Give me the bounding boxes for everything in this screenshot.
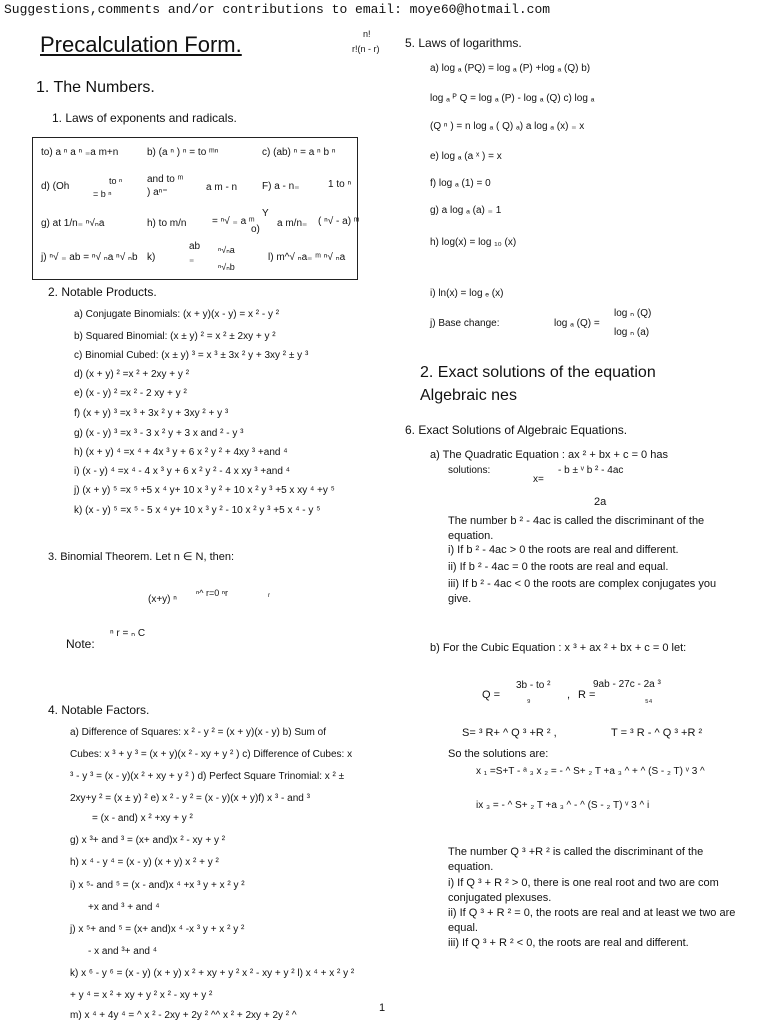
product-h: h) (x + y) ⁴ =x ⁴ + 4x ³ y + 6 x ² y ² + 4xy ³ +and ⁴: [74, 447, 288, 458]
title-formula-top: n!: [363, 29, 371, 39]
quadratic-x: x=: [533, 474, 544, 485]
quadratic-case-1: i) If b ² - 4ac > 0 the roots are real and different.: [448, 544, 679, 556]
log-law-line-3: (Q ⁿ ) = n log ₐ ( Q) ₐ) a log ₐ (x) ₌ x: [430, 121, 585, 132]
note-formula: ⁿ r = ₙ C: [110, 628, 146, 639]
exp-law-e-den: ) aⁿ⁼: [147, 187, 168, 198]
exp-law-e-num: and to ᵐ: [147, 174, 184, 185]
exp-law-c: c) (ab) ⁿ = a ⁿ b ⁿ: [262, 147, 336, 158]
factor-g: g) x ³+ and ³ = (x+ and)x ² - xy + y ²: [70, 835, 226, 846]
factors-line-2: Cubes: x ³ + y ³ = (x + y)(x ² - xy + y ² ) c) Difference of Cubes: x: [70, 749, 353, 760]
product-g: g) (x - y) ³ =x ³ - 3 x ² y + 3 x and ² - y ³: [74, 428, 244, 439]
factor-j-continuation: - x and ³+ and ⁴: [88, 946, 158, 957]
binomial-power: ʳ: [268, 591, 271, 601]
cubic-r-denominator: ₅₄: [645, 694, 653, 704]
exp-law-k: k): [147, 252, 156, 263]
product-b: b) Squared Binomial: (x ± y) ² = x ² ± 2xy + y ²: [74, 331, 276, 342]
exp-law-b: b) (a ⁿ ) ⁿ = to ᵐⁿ: [147, 147, 219, 158]
subsection-4-heading: 4. Notable Factors.: [48, 703, 150, 717]
base-change-numerator: log ₙ (Q): [614, 308, 652, 319]
subsection-3-heading: 3. Binomial Theorem. Let n ∈ N, then:: [48, 551, 235, 563]
cubic-q-numerator: 3b - to ²: [516, 680, 551, 691]
product-c: c) Binomial Cubed: (x ± y) ³ = x ³ ± 3x ² y + 3xy ² ± y ³: [74, 350, 309, 361]
subsection-2-heading: 2. Notable Products.: [48, 285, 157, 299]
log-law-f: f) log ₐ (1) = 0: [430, 178, 491, 189]
exp-law-f-rhs: 1 to ⁿ: [328, 179, 352, 190]
exp-law-d-num: to ⁿ: [109, 176, 123, 186]
exp-law-h-close: o): [251, 224, 260, 235]
exp-law-h: h) to m/n: [147, 218, 187, 229]
section-2-heading-line-1: 2. Exact solutions of the equation: [420, 364, 656, 381]
section-1-heading: 1. The Numbers.: [36, 79, 155, 96]
cubic-comma: ,: [567, 689, 571, 701]
factor-j: j) x ⁵+ and ⁵ = (x+ and)x ⁴ -x ³ y + x ² y ²: [70, 924, 245, 935]
binomial-lhs: (x+y) ⁿ: [148, 594, 177, 605]
cubic-q-denominator: ₉: [527, 694, 531, 704]
cubic-case-3: iii) If Q ³ + R ² < 0, the roots are real and different.: [448, 937, 689, 949]
cubic-t: T = ³ R - ^ Q ³ +R ²: [611, 727, 703, 739]
cubic-s: S= ³ R+ ^ Q ³ +R ² ,: [462, 727, 557, 739]
subsection-6-heading: 6. Exact Solutions of Algebraic Equations.: [405, 423, 628, 437]
factors-line-4: 2xy+y ² = (x ± y) ² e) x ² - y ² = (x - y)(x + y)f) x ³ - and ³: [70, 793, 310, 804]
product-d: d) (x + y) ² =x ² + 2xy + y ²: [74, 369, 190, 380]
exp-law-k-rhs-den: ⁿ√ₙb: [218, 262, 235, 272]
page-title: Precalculation Form.: [40, 32, 242, 57]
log-law-e: e) log ₐ (a ˣ ) = x: [430, 151, 502, 162]
exp-law-d-den: = b ⁿ: [93, 189, 112, 199]
product-f: f) (x + y) ³ =x ³ + 3x ² y + 3xy ² + y ³: [74, 408, 229, 419]
title-formula-bottom: r!(n - r): [352, 44, 380, 54]
page-number: 1: [379, 1002, 386, 1014]
quadratic-numerator: - b ± ᵛ b ² - 4ac: [558, 465, 624, 476]
factor-m: m) x ⁴ + 4y ⁴ = ^ x ² - 2xy + 2y ² ^^ x ² + 2xy + 2y ² ^: [70, 1010, 297, 1021]
quadratic-discriminant-text: The number b ² - 4ac is called the discriminant of the equation.: [448, 515, 705, 542]
header-contact-line: Suggestions,comments and/or contributions to email: moye60@hotmail.com: [4, 2, 551, 17]
exp-law-k-bar: ₌: [189, 254, 195, 265]
quadratic-intro: a) The Quadratic Equation : ax ² + bx + c = 0 has: [430, 449, 668, 461]
log-law-g: g) a log ₐ (a) ₌ 1: [430, 205, 502, 216]
section-2-heading-line-2: Algebraic nes: [420, 387, 517, 404]
cubic-x1-x2: x ₁ =S+T - ᵃ ₃ x ₂ = - ^ S+ ₂ T +a ₃ ^ + ^ (S - ₂ T) ᵛ 3 ^: [476, 766, 705, 777]
cubic-intro: b) For the Cubic Equation : x ³ + ax ² + bx + c = 0 let:: [430, 642, 687, 654]
cubic-q-label: Q =: [482, 689, 501, 701]
base-change-label: j) Base change:: [430, 318, 500, 329]
product-i: i) (x - y) ⁴ =x ⁴ - 4 x ³ y + 6 x ² y ² - 4 x xy ³ +and ⁴: [74, 466, 290, 477]
exp-law-e-rhs: a m - n: [206, 182, 238, 193]
exp-law-h-mark: Y: [262, 208, 269, 219]
exp-law-f: F) a - n₌: [262, 181, 300, 192]
note-label: Note:: [66, 637, 95, 651]
log-law-i: i) ln(x) = log ₑ (x): [430, 288, 504, 299]
factor-k-continuation: + y ⁴ = x ² + xy + y ² x ² - xy + y ²: [70, 990, 213, 1001]
exp-law-h-rhs: = ⁿ√ ₌ a ᵐ: [212, 216, 255, 227]
product-a: a) Conjugate Binomials: (x + y)(x - y) = x ² - y ²: [74, 309, 280, 320]
product-k: k) (x - y) ⁵ =x ⁵ - 5 x ⁴ y+ 10 x ³ y ² - 10 x ² y ³ +5 x ⁴ - y ⁵: [74, 505, 321, 516]
log-law-h: h) log(x) = log ₁₀ (x): [430, 237, 517, 248]
cubic-r-numerator: 9ab - 27c - 2a ³: [593, 679, 661, 690]
factor-i: i) x ⁵- and ⁵ = (x - and)x ⁴ +x ³ y + x ² y ²: [70, 880, 245, 891]
factor-h: h) x ⁴ - y ⁴ = (x - y) (x + y) x ² + y ²: [70, 857, 219, 868]
quadratic-denominator: 2a: [594, 496, 607, 508]
exp-law-a: to) a ⁿ a ⁿ ₌a m+n: [41, 147, 119, 158]
exp-law-i: a m/n₌: [277, 218, 308, 229]
quadratic-solutions-label: solutions:: [448, 465, 491, 476]
cubic-x3: ix ₃ = - ^ S+ ₂ T +a ₃ ^ - ^ (S - ₂ T) ᵛ 3 ^ i: [476, 800, 650, 811]
log-law-line-1: a) log ₐ (PQ) = log ₐ (P) +log ₐ (Q) b): [430, 63, 591, 74]
quadratic-case-2: ii) If b ² - 4ac = 0 the roots are real and equal.: [448, 561, 669, 573]
exp-law-j: j) ⁿ√ ₌ ab = ⁿ√ ₙa ⁿ√ ₙb: [41, 252, 138, 263]
quadratic-case-3: iii) If b ² - 4ac < 0 the roots are complex conjugates you give.: [448, 578, 717, 605]
exp-law-i-rhs: ( ⁿ√ - a) ᵐ: [318, 216, 360, 227]
product-e: e) (x - y) ² =x ² - 2 xy + y ²: [74, 388, 187, 399]
subsection-1-heading: 1. Laws of exponents and radicals.: [52, 111, 237, 125]
factor-i-continuation: +x and ³ + and ⁴: [88, 902, 160, 913]
log-law-line-2: log ₐ ᴾ Q = log ₐ (P) - log ₐ (Q) c) log ₐ: [430, 93, 595, 104]
cubic-r-label: R =: [578, 689, 596, 701]
subsection-5-heading: 5. Laws of logarithms.: [405, 36, 522, 50]
binomial-sum: ⁿ^ r=0 ⁿr: [196, 588, 229, 598]
base-change-lhs: log ₐ (Q) =: [554, 318, 600, 329]
factors-line-3: ³ - y ³ = (x - y)(x ² + xy + y ² ) d) Perfect Square Trinomial: x ² ±: [70, 771, 345, 782]
base-change-denominator: log ₙ (a): [614, 327, 650, 338]
exp-law-l: l) m^√ ₙa₌ ᵐ ⁿ√ ₙa: [268, 252, 346, 263]
factor-k: k) x ⁶ - y ⁶ = (x - y) (x + y) x ² + xy + y ² x ² - xy + y ² l) x ⁴ + x ² y ²: [70, 968, 355, 979]
factor-f-continuation: = (x - and) x ² +xy + y ²: [92, 813, 193, 824]
cubic-case-2: ii) If Q ³ + R ² = 0, the roots are real and at least we two are equal.: [448, 907, 736, 934]
cubic-so-solutions: So the solutions are:: [448, 748, 549, 760]
exp-law-g: g) at 1/n₌ ⁿ√ₙa: [41, 218, 105, 229]
product-j: j) (x + y) ⁵ =x ⁵ +5 x ⁴ y+ 10 x ³ y ² + 10 x ² y ³ +5 x xy ⁴ +y ⁵: [74, 485, 335, 496]
exp-law-k-num: ab: [189, 241, 201, 252]
cubic-case-1: i) If Q ³ + R ² > 0, there is one real root and two are com conjugated plexuses.: [448, 877, 719, 904]
exp-law-k-rhs-num: ⁿ√ₙa: [218, 245, 235, 255]
factors-line-1: a) Difference of Squares: x ² - y ² = (x + y)(x - y) b) Sum of: [70, 727, 326, 738]
exp-law-d: d) (Oh: [41, 181, 70, 192]
cubic-discriminant-text: The number Q ³ +R ² is called the discriminant of the equation.: [448, 846, 704, 873]
